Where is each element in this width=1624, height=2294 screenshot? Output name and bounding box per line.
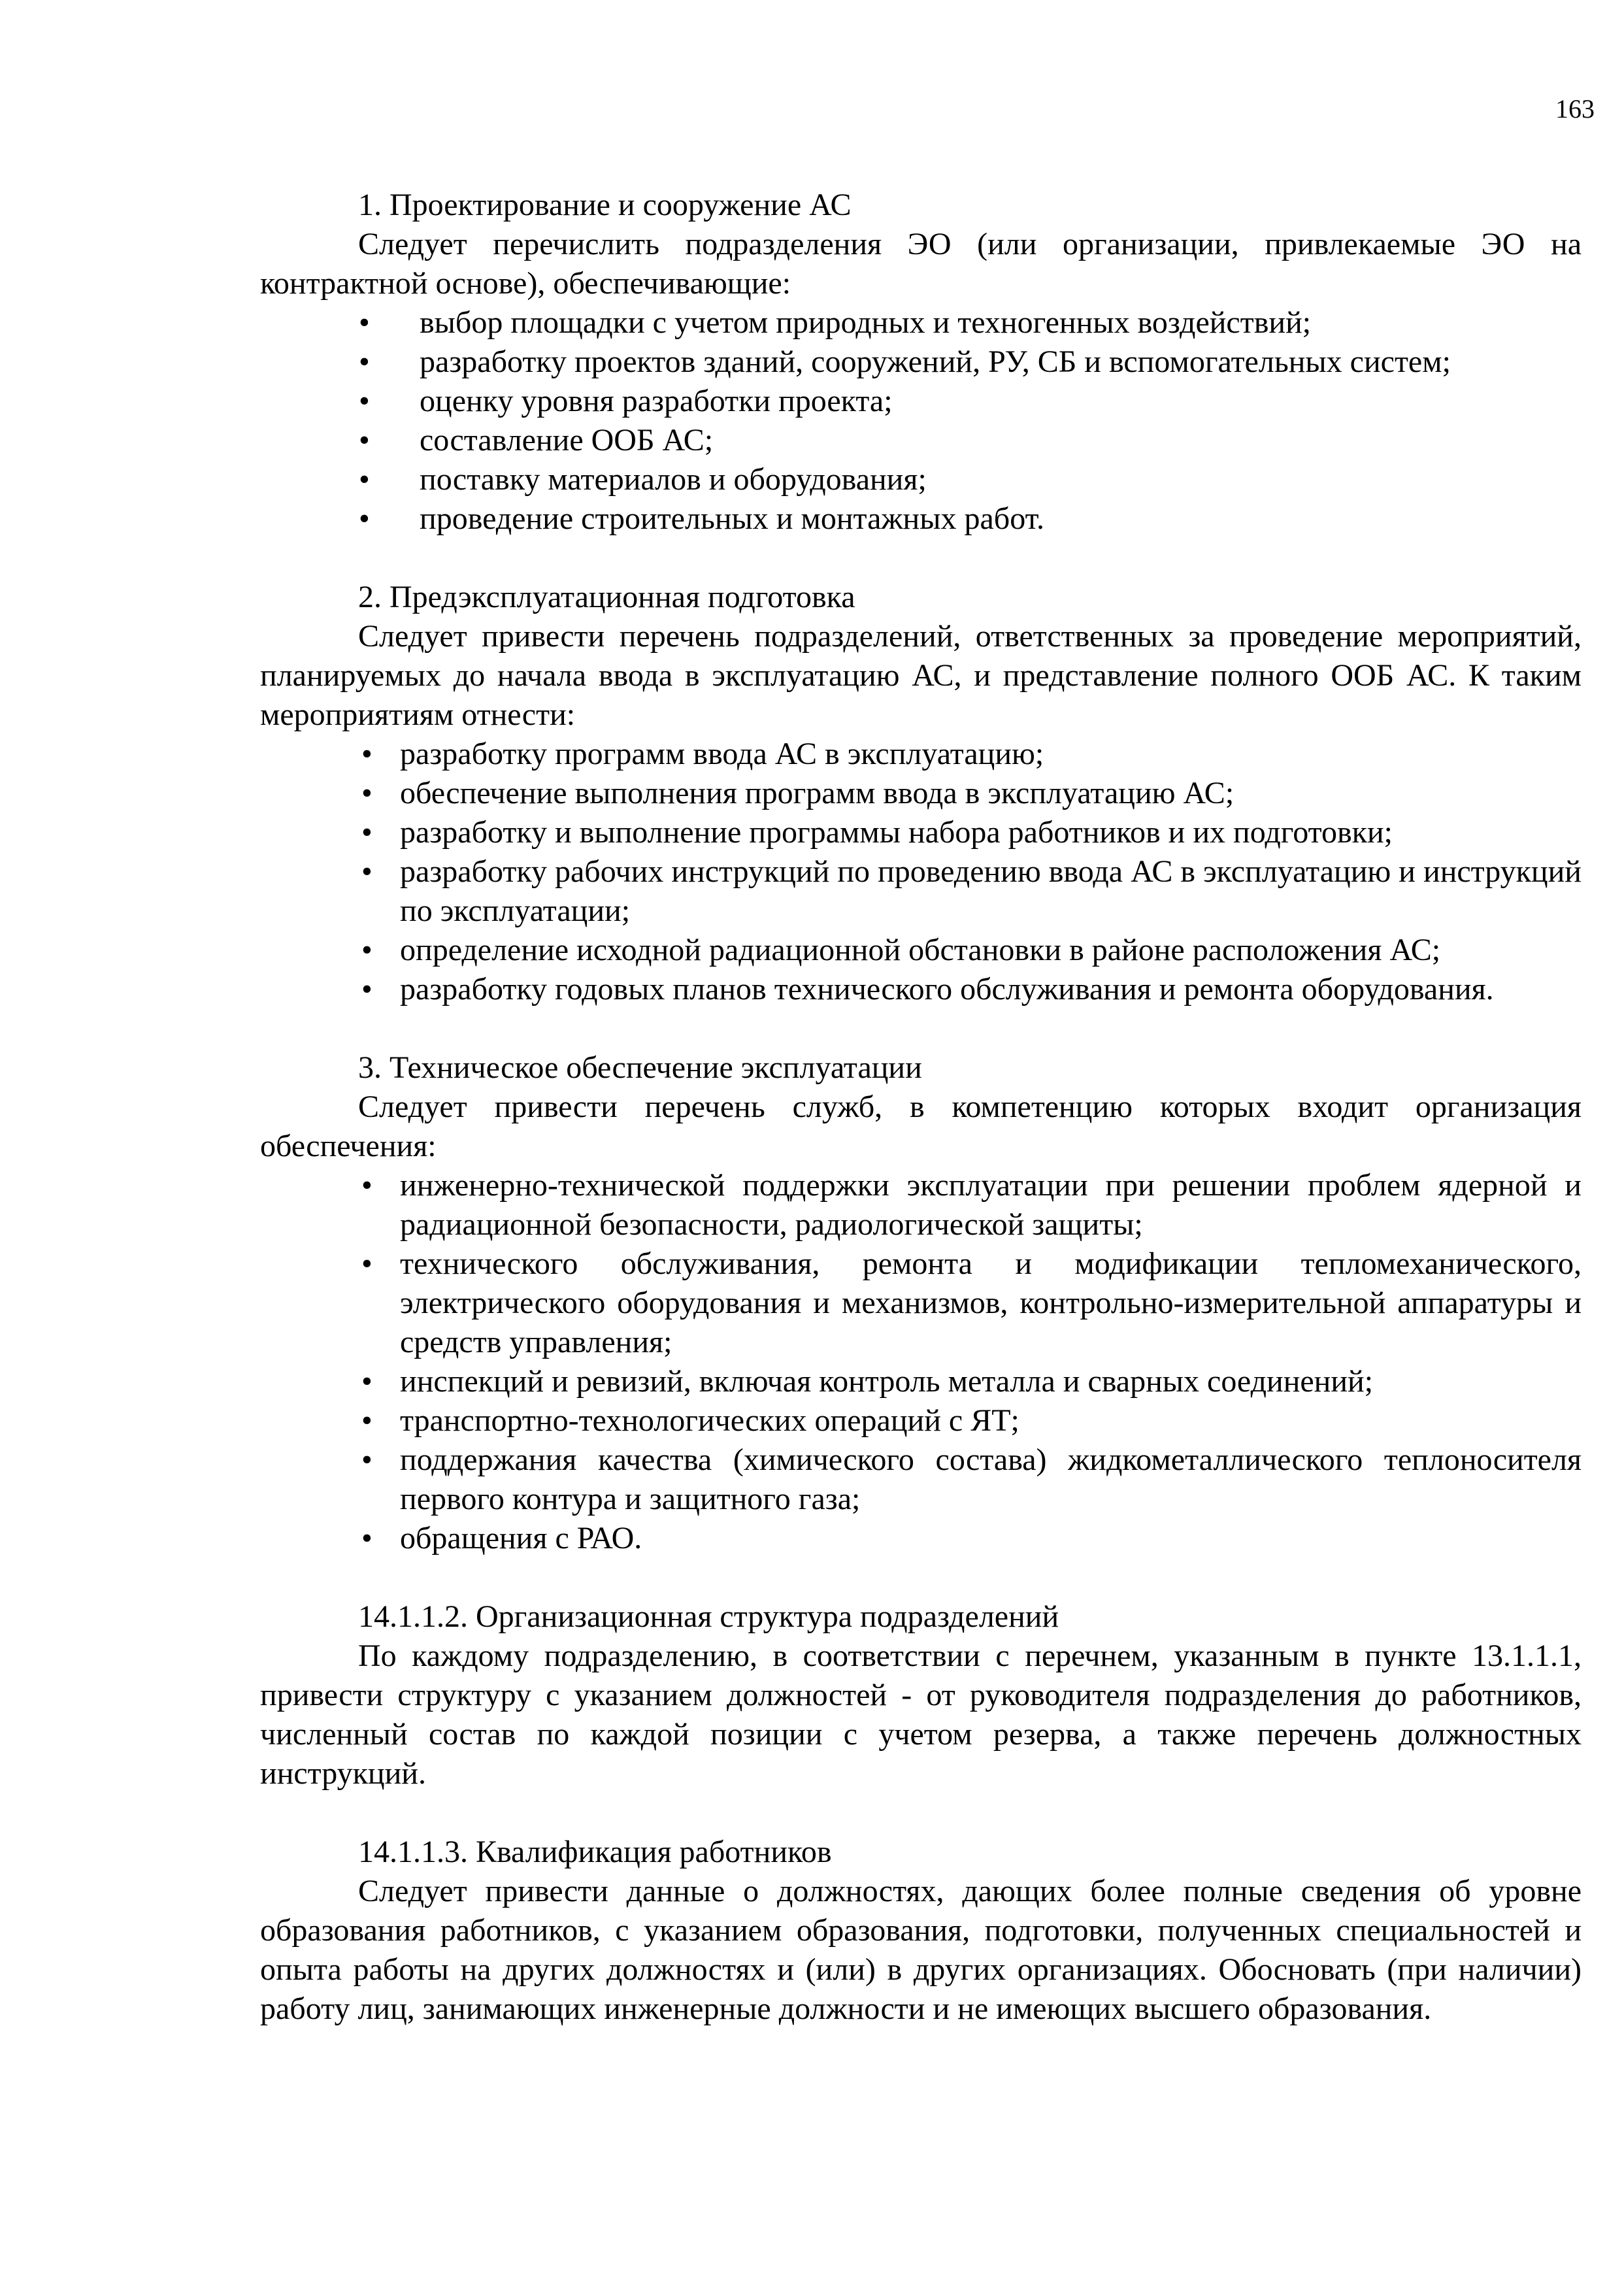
section-heading: 3. Техническое обеспечение эксплуатации xyxy=(358,1050,922,1085)
section-spacer xyxy=(260,539,1582,578)
list-item: • разработку рабочих инструкций по проведению ввода АС в эксплуатацию и инструкций по эксплуатации; xyxy=(260,852,1582,931)
section-pre-operational xyxy=(260,578,1582,1009)
section-spacer xyxy=(260,1009,1582,1048)
section-paragraph: Следует привести перечень подразделений, ответственных за проведение мероприятий, планируемых до начала ввода в эксплуатацию АС, и представление полного ООБ АС. К таким мероприятиям отнести: xyxy=(260,619,1582,732)
bullet-list xyxy=(260,303,1582,539)
section-technical-support xyxy=(260,1048,1582,1558)
section-heading: 14.1.1.2. Организационная структура подразделений xyxy=(358,1599,1059,1634)
list-item: • поддержания качества (химического состава) жидкометаллического теплоносителя первого контура и защитного газа; xyxy=(260,1440,1582,1519)
list-item: • проведение строительных и монтажных работ. xyxy=(260,499,1582,539)
section-org-structure xyxy=(260,1597,1582,1793)
section-heading: 14.1.1.3. Квалификация работников xyxy=(358,1835,832,1869)
bullet-list xyxy=(260,1166,1582,1558)
section-paragraph: По каждому подразделению, в соответствии с перечнем, указанным в пункте 13.1.1.1, привести структуру с указанием должностей - от руководителя подразделения до работников, численный состав по каждой позиции с учетом резерва, а также перечень должностных инструкций. xyxy=(260,1638,1582,1791)
list-item: • разработку проектов зданий, сооружений, РУ, СБ и вспомогательных систем; xyxy=(260,342,1582,382)
list-item: • определение исходной радиационной обстановки в районе расположения АС; xyxy=(260,931,1582,970)
section-paragraph: Следует перечислить подразделения ЭО (или организации, привлекаемые ЭО на контрактной основе), обеспечивающие: xyxy=(260,227,1582,301)
section-heading: 1. Проектирование и сооружение АС xyxy=(358,188,852,222)
list-item: • обеспечение выполнения программ ввода в эксплуатацию АС; xyxy=(260,774,1582,813)
list-item: • разработку годовых планов технического обслуживания и ремонта оборудования. xyxy=(260,970,1582,1009)
list-item: • инспекций и ревизий, включая контроль металла и сварных соединений; xyxy=(260,1362,1582,1401)
document-body xyxy=(260,186,1582,2029)
list-item: • инженерно-технической поддержки эксплуатации при решении проблем ядерной и радиационной безопасности, радиологической защиты; xyxy=(260,1166,1582,1244)
list-item: • разработку и выполнение программы набора работников и их подготовки; xyxy=(260,813,1582,852)
list-item: • разработку программ ввода АС в эксплуатацию; xyxy=(260,735,1582,774)
section-heading: 2. Предэксплуатационная подготовка xyxy=(358,580,855,614)
list-item: • оценку уровня разработки проекта; xyxy=(260,382,1582,421)
list-item: • составление ООБ АС; xyxy=(260,421,1582,460)
list-item: • поставку материалов и оборудования; xyxy=(260,460,1582,499)
section-paragraph: Следует привести перечень служб, в компетенцию которых входит организация обеспечения: xyxy=(260,1089,1582,1163)
section-qualification xyxy=(260,1833,1582,2029)
list-item: • выбор площадки с учетом природных и техногенных воздействий; xyxy=(260,303,1582,342)
section-design-construction xyxy=(260,186,1582,539)
list-item: • обращения с РАО. xyxy=(260,1519,1582,1558)
list-item: • технического обслуживания, ремонта и модификации тепломеханического, электрического оборудования и механизмов, контрольно-измерительной аппаратуры и средств управления; xyxy=(260,1244,1582,1362)
section-spacer xyxy=(260,1558,1582,1597)
section-spacer xyxy=(260,1793,1582,1833)
list-item: • транспортно-технологических операций с ЯТ; xyxy=(260,1401,1582,1440)
section-paragraph: Следует привести данные о должностях, дающих более полные сведения об уровне образования работников, с указанием образования, подготовки, полученных специальностей и опыта работы на других должностях и (или) в других организациях. Обосновать (при наличии) работу лиц, занимающих инженерные должности и не имеющих высшего образования. xyxy=(260,1874,1582,2026)
bullet-list xyxy=(260,735,1582,1009)
page-number: 163 xyxy=(1555,94,1595,124)
